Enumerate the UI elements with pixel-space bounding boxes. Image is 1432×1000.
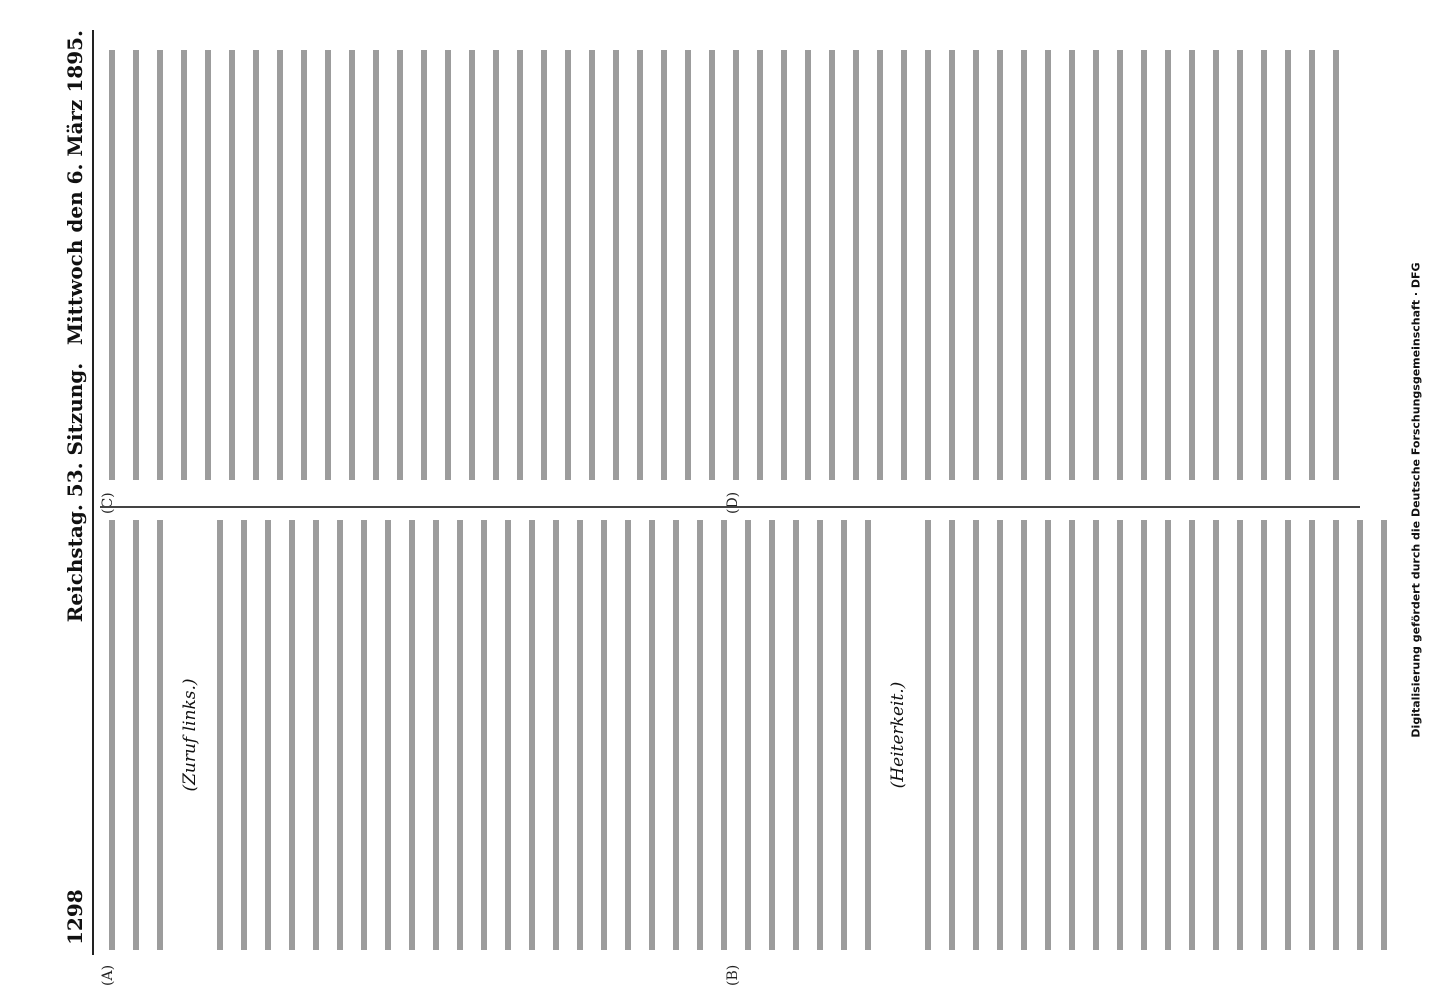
text-block-illegible <box>100 50 1348 480</box>
text-block-illegible <box>100 520 172 950</box>
margin-letter-d: (D) <box>725 491 741 514</box>
page-header <box>55 30 95 955</box>
dfg-notice <box>1405 10 1427 990</box>
dfg-notice-text: Digitalisierung gefördert durch die Deutsche Forschungsgemeinschaft · DFG <box>1409 262 1423 738</box>
margin-letter-b: (B) <box>725 964 741 986</box>
margin-letter-a: (A) <box>100 964 116 986</box>
column-divider <box>100 506 1360 508</box>
stage-direction-zuruf: (Zuruf links.) <box>180 678 200 792</box>
session-title: Reichstag. 53. Sitzung. <box>63 362 87 623</box>
text-block-illegible <box>916 520 1396 950</box>
session-date: Mittwoch den 6. März 1895. <box>63 30 87 346</box>
stage-direction-heiterkeit: (Heiterkeit.) <box>888 681 908 789</box>
text-block-illegible <box>208 520 880 950</box>
right-column <box>100 50 1348 480</box>
margin-letter-c: (C) <box>100 492 116 514</box>
left-column <box>100 520 1396 950</box>
page-number: 1298 <box>63 889 87 945</box>
header-rule <box>92 30 94 955</box>
